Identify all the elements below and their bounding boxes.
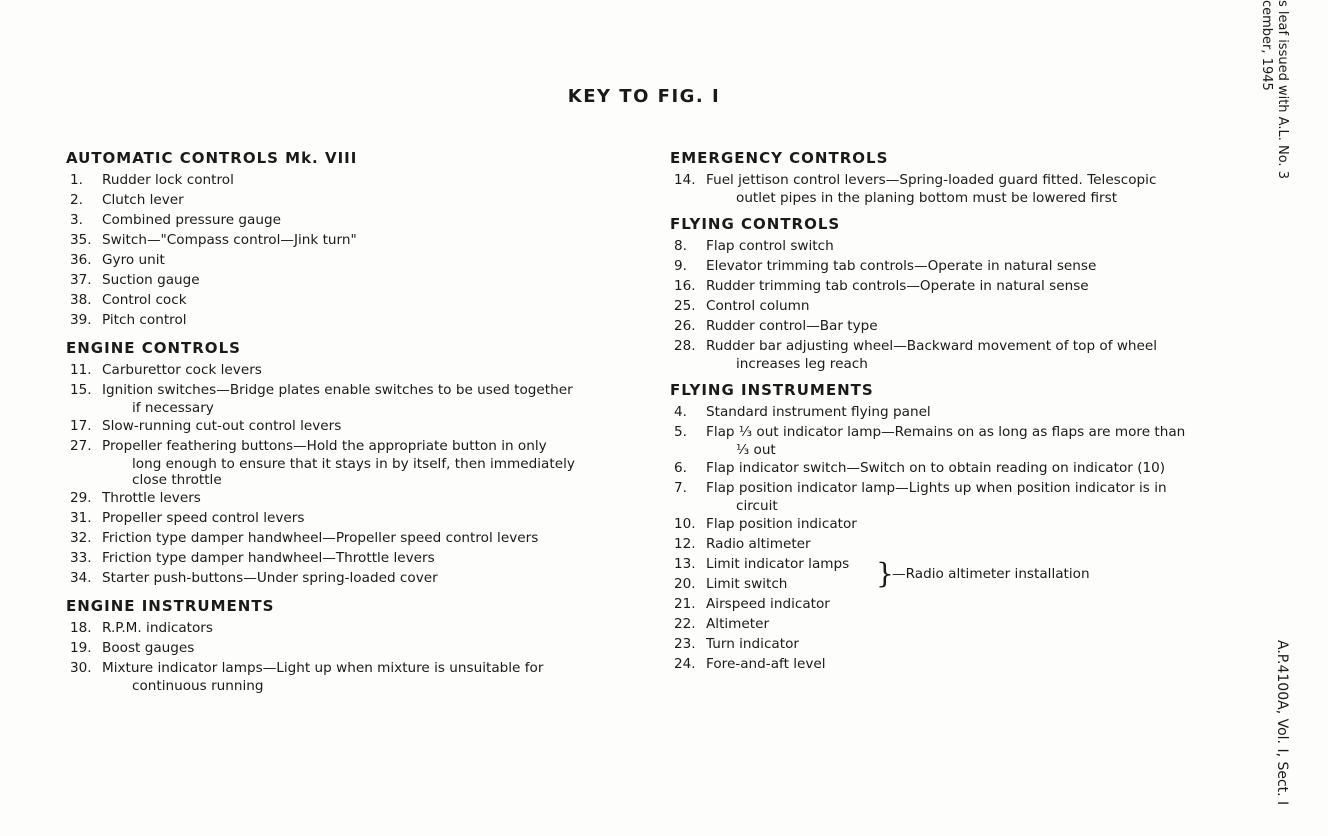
list-item <box>66 638 626 658</box>
item-number: 39. <box>70 312 92 328</box>
item-continuation: circuit <box>736 498 778 514</box>
side-note-line: s leaf issued with A.L. No. 3 <box>1275 0 1290 179</box>
side-note-line: cember, 1945 <box>1259 0 1274 91</box>
item-number: 35. <box>70 232 92 248</box>
item-text <box>102 170 626 190</box>
list-item <box>670 316 1222 336</box>
item-description: Control column <box>706 298 810 314</box>
list-item <box>66 548 626 568</box>
item-number: 17. <box>70 418 92 434</box>
list-item <box>670 236 1222 256</box>
item-description: Airspeed indicator <box>706 596 830 612</box>
item-description: Clutch lever <box>102 192 184 208</box>
list-item <box>66 190 626 210</box>
item-description: Radio altimeter <box>706 536 811 552</box>
list-item <box>670 256 1222 276</box>
section <box>66 148 626 330</box>
item-text <box>706 256 1222 276</box>
list-item <box>66 528 626 548</box>
item-text <box>706 296 1222 316</box>
item-text <box>102 638 626 658</box>
item-text <box>706 276 1222 296</box>
item-text <box>102 230 626 250</box>
item-description: Throttle levers <box>102 490 201 506</box>
list-item <box>66 568 626 588</box>
list-item <box>66 488 626 508</box>
item-description: Flap control switch <box>706 238 834 254</box>
section-heading: FLYING INSTRUMENTS <box>670 381 874 399</box>
item-text <box>102 488 626 508</box>
left-column <box>66 148 626 694</box>
item-number: 1. <box>70 172 83 188</box>
brace-group <box>670 554 1222 594</box>
side-note-bottom: A.P.4100A, Vol. I, Sect. I <box>1274 640 1290 806</box>
item-number: 33. <box>70 550 92 566</box>
item-number: 10. <box>674 516 696 532</box>
item-description: Rudder lock control <box>102 172 234 188</box>
item-continuation: increases leg reach <box>736 356 868 372</box>
list-item <box>66 310 626 330</box>
list-item <box>66 380 626 416</box>
item-description: Flap position indicator <box>706 516 857 532</box>
item-description: Elevator trimming tab controls—Operate in natural sense <box>706 258 1097 274</box>
item-description: Gyro unit <box>102 252 165 268</box>
item-description: Rudder bar adjusting wheel—Backward movement of top of wheel <box>706 338 1158 354</box>
item-number: 25. <box>674 298 696 314</box>
item-description: Boost gauges <box>102 640 195 656</box>
item-description: Rudder trimming tab controls—Operate in natural sense <box>706 278 1089 294</box>
section <box>670 380 1222 674</box>
item-description: Limit indicator lamps <box>706 556 850 572</box>
section-heading: FLYING CONTROLS <box>670 215 841 233</box>
item-number: 7. <box>674 480 687 496</box>
item-number: 26. <box>674 318 696 334</box>
section-heading: ENGINE INSTRUMENTS <box>66 597 275 615</box>
item-text <box>706 422 1222 458</box>
section <box>670 148 1222 206</box>
item-text <box>102 360 626 380</box>
item-text <box>102 548 626 568</box>
item-description: Flap indicator switch—Switch on to obtain reading on indicator (10) <box>706 460 1166 476</box>
item-text <box>102 250 626 270</box>
item-description: Pitch control <box>102 312 187 328</box>
item-text <box>706 236 1222 256</box>
item-description: Flap position indicator lamp—Lights up when position indicator is in <box>706 480 1167 496</box>
item-description: Altimeter <box>706 616 770 632</box>
item-continuation: close throttle <box>132 472 222 488</box>
item-description: Ignition switches—Bridge plates enable switches to be used together <box>102 382 573 398</box>
item-text <box>102 528 626 548</box>
list-item <box>670 634 1222 654</box>
list-item <box>670 336 1222 372</box>
item-text <box>102 618 626 638</box>
list-item <box>66 170 626 190</box>
item-number: 16. <box>674 278 696 294</box>
item-number: 21. <box>674 596 696 612</box>
item-text <box>706 316 1222 336</box>
item-text <box>102 380 626 416</box>
list-item <box>66 210 626 230</box>
list-item <box>670 276 1222 296</box>
section <box>66 596 626 694</box>
list-item <box>670 534 1222 554</box>
list-item <box>670 614 1222 634</box>
item-text <box>706 534 1222 554</box>
item-description: R.P.M. indicators <box>102 620 213 636</box>
item-number: 30. <box>70 660 92 676</box>
list-item <box>66 230 626 250</box>
list-item <box>66 436 626 488</box>
item-number: 9. <box>674 258 687 274</box>
item-description: Combined pressure gauge <box>102 212 281 228</box>
item-description: Friction type damper handwheel—Propeller speed control levers <box>102 530 539 546</box>
item-description: Fore-and-aft level <box>706 656 826 672</box>
item-text <box>102 210 626 230</box>
item-text <box>706 478 1222 514</box>
item-text <box>706 614 1222 634</box>
list-item <box>670 422 1222 458</box>
item-description: Propeller speed control levers <box>102 510 305 526</box>
item-number: 8. <box>674 238 687 254</box>
item-description: Turn indicator <box>706 636 799 652</box>
section-heading: ENGINE CONTROLS <box>66 339 241 357</box>
list-item <box>66 658 626 694</box>
item-text <box>102 290 626 310</box>
list-item <box>66 508 626 528</box>
item-description: Friction type damper handwheel—Throttle levers <box>102 550 435 566</box>
item-text <box>706 654 1222 674</box>
item-number: 37. <box>70 272 92 288</box>
item-text <box>102 190 626 210</box>
item-text <box>102 436 626 488</box>
list-item <box>670 458 1222 478</box>
item-number: 19. <box>70 640 92 656</box>
item-number: 38. <box>70 292 92 308</box>
item-text <box>706 514 1222 534</box>
item-number: 20. <box>674 576 696 592</box>
list-item <box>670 296 1222 316</box>
item-number: 28. <box>674 338 696 354</box>
item-text <box>706 402 1222 422</box>
item-description: Suction gauge <box>102 272 200 288</box>
item-description: Switch—"Compass control—Jink turn" <box>102 232 357 248</box>
item-continuation: if necessary <box>132 400 214 416</box>
item-description: Starter push-buttons—Under spring-loaded cover <box>102 570 438 586</box>
item-number: 29. <box>70 490 92 506</box>
section-heading: AUTOMATIC CONTROLS Mk. VIII <box>66 149 358 167</box>
right-column <box>670 148 1222 674</box>
item-number: 32. <box>70 530 92 546</box>
item-text <box>706 336 1222 372</box>
item-text <box>102 310 626 330</box>
item-number: 14. <box>674 172 696 188</box>
list-item <box>670 594 1222 614</box>
item-number: 2. <box>70 192 83 208</box>
item-description: Rudder control—Bar type <box>706 318 878 334</box>
item-text <box>102 416 626 436</box>
item-continuation: ⅓ out <box>736 442 776 458</box>
list-item <box>66 290 626 310</box>
list-item <box>670 402 1222 422</box>
item-description: Propeller feathering buttons—Hold the appropriate button in only <box>102 438 547 454</box>
item-description: Mixture indicator lamps—Light up when mixture is unsuitable for <box>102 660 544 676</box>
section <box>66 338 626 588</box>
brace-glyph: } <box>876 557 894 590</box>
item-text <box>706 458 1222 478</box>
item-number: 11. <box>70 362 92 378</box>
page-title: KEY TO FIG. I <box>567 86 721 107</box>
list-item <box>670 478 1222 514</box>
item-description: Standard instrument flying panel <box>706 404 931 420</box>
item-description: Limit switch <box>706 576 788 592</box>
item-text <box>102 508 626 528</box>
item-number: 5. <box>674 424 687 440</box>
section-heading: EMERGENCY CONTROLS <box>670 149 889 167</box>
list-item <box>66 618 626 638</box>
item-text <box>102 658 626 694</box>
item-description: Flap ⅓ out indicator lamp—Remains on as long as flaps are more than <box>706 424 1186 440</box>
item-number: 15. <box>70 382 92 398</box>
item-number: 18. <box>70 620 92 636</box>
brace-note: —Radio altimeter installation <box>892 566 1090 582</box>
list-item <box>66 416 626 436</box>
item-description: Control cock <box>102 292 187 308</box>
item-number: 24. <box>674 656 696 672</box>
item-number: 23. <box>674 636 696 652</box>
item-number: 27. <box>70 438 92 454</box>
item-number: 12. <box>674 536 696 552</box>
item-number: 6. <box>674 460 687 476</box>
item-continuation: outlet pipes in the planing bottom must be lowered first <box>736 190 1118 206</box>
item-number: 31. <box>70 510 92 526</box>
item-number: 36. <box>70 252 92 268</box>
list-item <box>670 654 1222 674</box>
list-item <box>66 270 626 290</box>
item-number: 4. <box>674 404 687 420</box>
item-text <box>706 594 1222 614</box>
item-text <box>706 634 1222 654</box>
list-item <box>670 514 1222 534</box>
item-continuation: long enough to ensure that it stays in by itself, then immediately <box>132 456 575 472</box>
item-continuation: continuous running <box>132 678 264 694</box>
item-number: 13. <box>674 556 696 572</box>
list-item <box>66 250 626 270</box>
item-text <box>102 270 626 290</box>
item-number: 34. <box>70 570 92 586</box>
item-description: Fuel jettison control levers—Spring-loaded guard fitted. Telescopic <box>706 172 1157 188</box>
item-number: 3. <box>70 212 83 228</box>
item-number: 22. <box>674 616 696 632</box>
section <box>670 214 1222 372</box>
item-text <box>102 568 626 588</box>
list-item <box>670 170 1222 206</box>
list-item <box>66 360 626 380</box>
item-text <box>706 170 1222 206</box>
item-description: Carburettor cock levers <box>102 362 262 378</box>
item-description: Slow-running cut-out control levers <box>102 418 342 434</box>
